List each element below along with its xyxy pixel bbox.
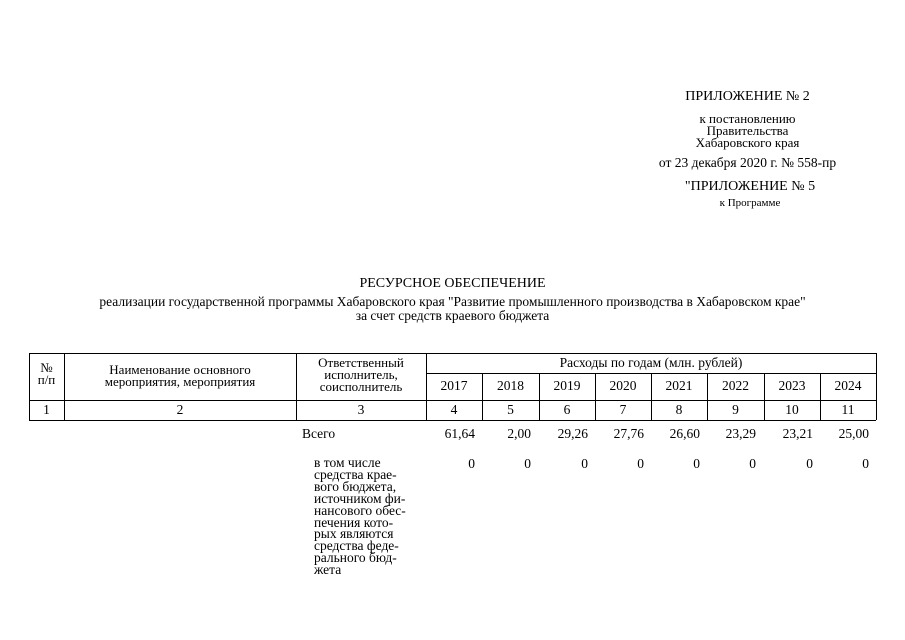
annex-line-1: к постановлению bbox=[699, 111, 796, 126]
row-federal-value: 0 bbox=[806, 456, 813, 471]
header-exec-line-1: Ответственный bbox=[318, 355, 404, 370]
row-federal-label bbox=[314, 457, 424, 576]
row-federal-value: 0 bbox=[749, 456, 756, 471]
table-right-border bbox=[876, 353, 877, 420]
row-total-label: Всего bbox=[302, 426, 336, 441]
row-total-value: 25,00 bbox=[838, 426, 869, 441]
row-federal-value: 0 bbox=[581, 456, 588, 471]
document-subtitle-line-2: за счет средств краевого бюджета bbox=[355, 308, 550, 323]
column-number: 8 bbox=[675, 402, 683, 417]
row-total-value: 27,76 bbox=[613, 426, 644, 441]
column-number: 10 bbox=[785, 402, 799, 417]
table-header-bottom-border bbox=[29, 400, 876, 401]
row-federal-label-line: вого бюджета, bbox=[314, 478, 397, 494]
row-federal-value: 0 bbox=[693, 456, 700, 471]
document-title: РЕСУРСНОЕ ОБЕСПЕЧЕНИЕ bbox=[359, 276, 546, 291]
column-number: 11 bbox=[841, 402, 855, 417]
year-header: 2019 bbox=[553, 378, 581, 393]
annex5-title: "ПРИЛОЖЕНИЕ № 5 bbox=[684, 179, 816, 194]
table-top-border bbox=[29, 353, 876, 354]
column-number: 3 bbox=[357, 402, 365, 417]
year-header: 2018 bbox=[497, 378, 524, 393]
row-federal-value: 0 bbox=[862, 456, 869, 471]
column-number: 1 bbox=[43, 402, 50, 417]
header-exec-line-3: соисполнитель bbox=[319, 379, 403, 394]
year-header: 2021 bbox=[665, 378, 693, 393]
column-number: 4 bbox=[450, 402, 458, 417]
row-total-value: 23,21 bbox=[782, 426, 813, 441]
annex5-subtitle: к Программе bbox=[719, 197, 781, 209]
row-federal-label-line: рых являются bbox=[314, 526, 394, 542]
column-number: 7 bbox=[619, 402, 627, 417]
column-number: 6 bbox=[563, 402, 571, 417]
row-total-value: 2,00 bbox=[507, 426, 531, 441]
row-federal-value: 0 bbox=[637, 456, 644, 471]
year-header: 2024 bbox=[834, 378, 862, 393]
column-number: 2 bbox=[176, 402, 184, 417]
column-number: 5 bbox=[507, 402, 514, 417]
row-federal-label-line: средства феде- bbox=[314, 538, 399, 554]
annex-line-3: Хабаровского края bbox=[695, 135, 800, 150]
document-subtitle-line-1: реализации государственной программы Хабаровского края "Развитие промышленного производства в Хабаровском крае" bbox=[99, 294, 806, 309]
year-header: 2020 bbox=[609, 378, 637, 393]
row-federal-label-line: источником фи- bbox=[314, 490, 406, 506]
column-number: 9 bbox=[732, 402, 739, 417]
header-name-line-2: мероприятия, мероприятия bbox=[104, 374, 256, 389]
table-numbering-bottom-border bbox=[29, 420, 876, 421]
annex-date: от 23 декабря 2020 г. № 558-пр bbox=[658, 155, 837, 170]
header-num-line-2: п/п bbox=[37, 372, 56, 387]
header-expenses: Расходы по годам (млн. рублей) bbox=[559, 355, 743, 370]
header-exec-line-2: исполнитель, bbox=[324, 367, 398, 382]
row-federal-label-line: в том числе bbox=[314, 455, 381, 470]
row-total-value: 23,29 bbox=[725, 426, 756, 441]
row-total-value: 61,64 bbox=[444, 426, 475, 441]
year-header: 2023 bbox=[778, 378, 806, 393]
header-num-line-1: № bbox=[40, 360, 53, 375]
row-federal-label-line: жета bbox=[314, 562, 342, 578]
header-name-line-1: Наименование основного bbox=[109, 362, 251, 377]
row-federal-value: 0 bbox=[468, 456, 475, 471]
row-federal-label-line: нансового обес- bbox=[314, 502, 406, 518]
row-federal-label-line: печения кото- bbox=[314, 514, 394, 530]
annex-title: ПРИЛОЖЕНИЕ № 2 bbox=[685, 89, 810, 104]
row-federal-label-line: рального бюд- bbox=[314, 550, 397, 566]
annex-line-2: Правительства bbox=[706, 123, 789, 138]
year-header: 2022 bbox=[722, 378, 749, 393]
row-federal-value: 0 bbox=[524, 456, 531, 471]
row-total-value: 29,26 bbox=[557, 426, 588, 441]
year-header: 2017 bbox=[440, 378, 468, 393]
row-federal-label-line: средства крае- bbox=[314, 466, 397, 482]
row-total-value: 26,60 bbox=[669, 426, 700, 441]
